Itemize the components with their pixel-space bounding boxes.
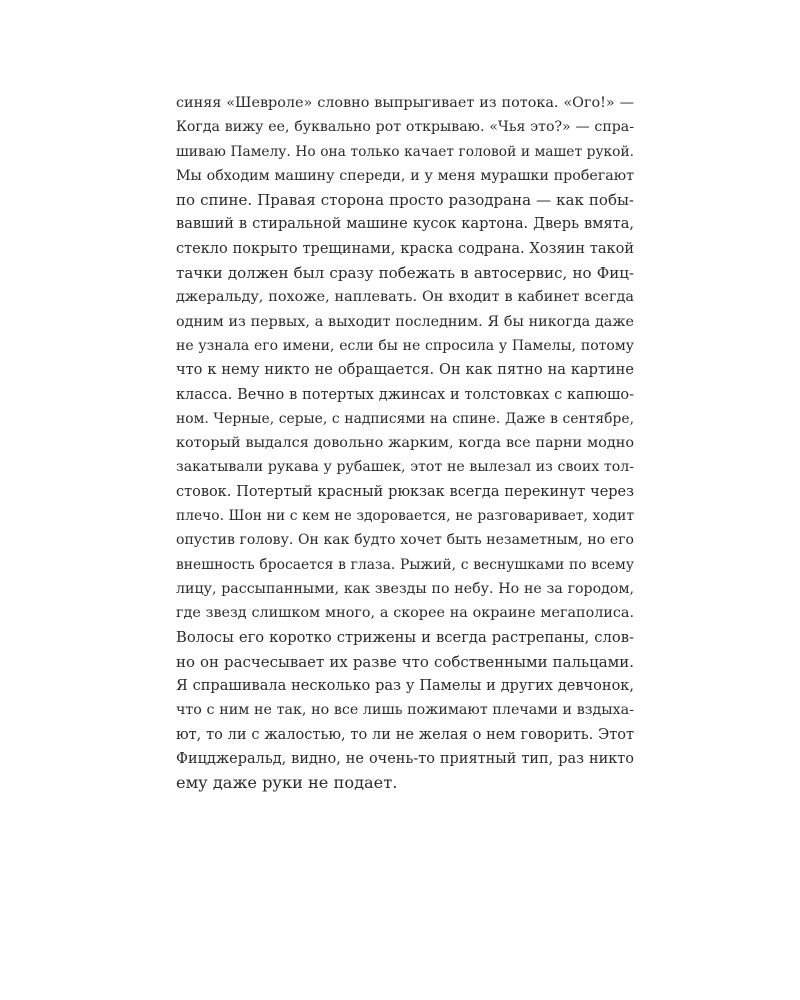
text-line: по спине. Правая сторона просто разодрана — как побы- [176,191,634,210]
text-line: вавший в стиральной машине кусок картона. Дверь вмята, [176,215,634,233]
text-line: но он расчесывает их разве что собственными пальцами. [176,652,634,671]
text-line: опустив голову. Он как будто хочет быть незаметным, но его [176,532,634,549]
text-line: синяя «Шевроле» словно выпрыгивает из потока. «Ого!» — [176,95,634,111]
text-line: внешность бросается в глаза. Рыжий, с веснушками по всему [176,556,634,573]
text-line: ют, то ли с жалостью, то ли не желая о нем говорить. Этот [176,726,634,743]
text-line: стекло покрыто трещинами, краска содрана. Хозяин такой [176,240,634,257]
text-line: где звезд слишком много, а скорее на окраине мегаполиса. [176,605,634,622]
text-line: что к нему никто не обращается. Он как пятно на картине [176,361,634,379]
text-line: Волосы его коротко стрижены и всегда растрепаны, слов- [176,628,634,646]
body-text [176,91,634,796]
text-line: стовок. Потертый красный рюкзак всегда перекинут через [176,483,634,500]
text-line: что с ним не так, но все лишь пожимают плечами и вздыха- [176,702,634,719]
text-line: шиваю Памелу. Но она только качает головой и машет рукой. [176,143,634,160]
text-line: Мы обходим машину спереди, и у меня мурашки пробегают [176,167,634,184]
text-line: Я спрашивала несколько раз у Памелы и других девчонок, [176,678,634,695]
text-line: джеральду, похоже, наплевать. Он входит в кабинет всегда [176,289,634,306]
text-line: тачки должен был сразу побежать в автосервис, но Фиц- [176,264,634,283]
text-line: не узнала его имени, если бы не спросила у Памелы, потому [176,337,634,354]
text-line: ему даже руки не подает. [176,773,398,793]
text-line: который выдался довольно жарким, когда все парни модно [176,435,634,452]
text-line: Когда вижу ее, буквально рот открываю. «Чья это?» — спра- [176,119,634,136]
text-line: одним из первых, а выходит последним. Я бы никогда даже [176,313,634,330]
text-line: закатывали рукава у рубашек, этот не вылезал из своих тол- [176,459,634,476]
text-line: Фицджеральд, видно, не очень-то приятный тип, раз никто [176,751,634,768]
text-line: ном. Черные, серые, с надписями на спине. Даже в сентябре, [176,410,634,427]
text-line: плечо. Шон ни с кем не здоровается, не разговаривает, ходит [176,508,634,525]
text-line: класса. Вечно в потертых джинсах и толстовках с капюшо- [176,386,634,403]
text-line: лицу, рассыпанными, как звезды по небу. Но не за городом, [176,580,634,597]
